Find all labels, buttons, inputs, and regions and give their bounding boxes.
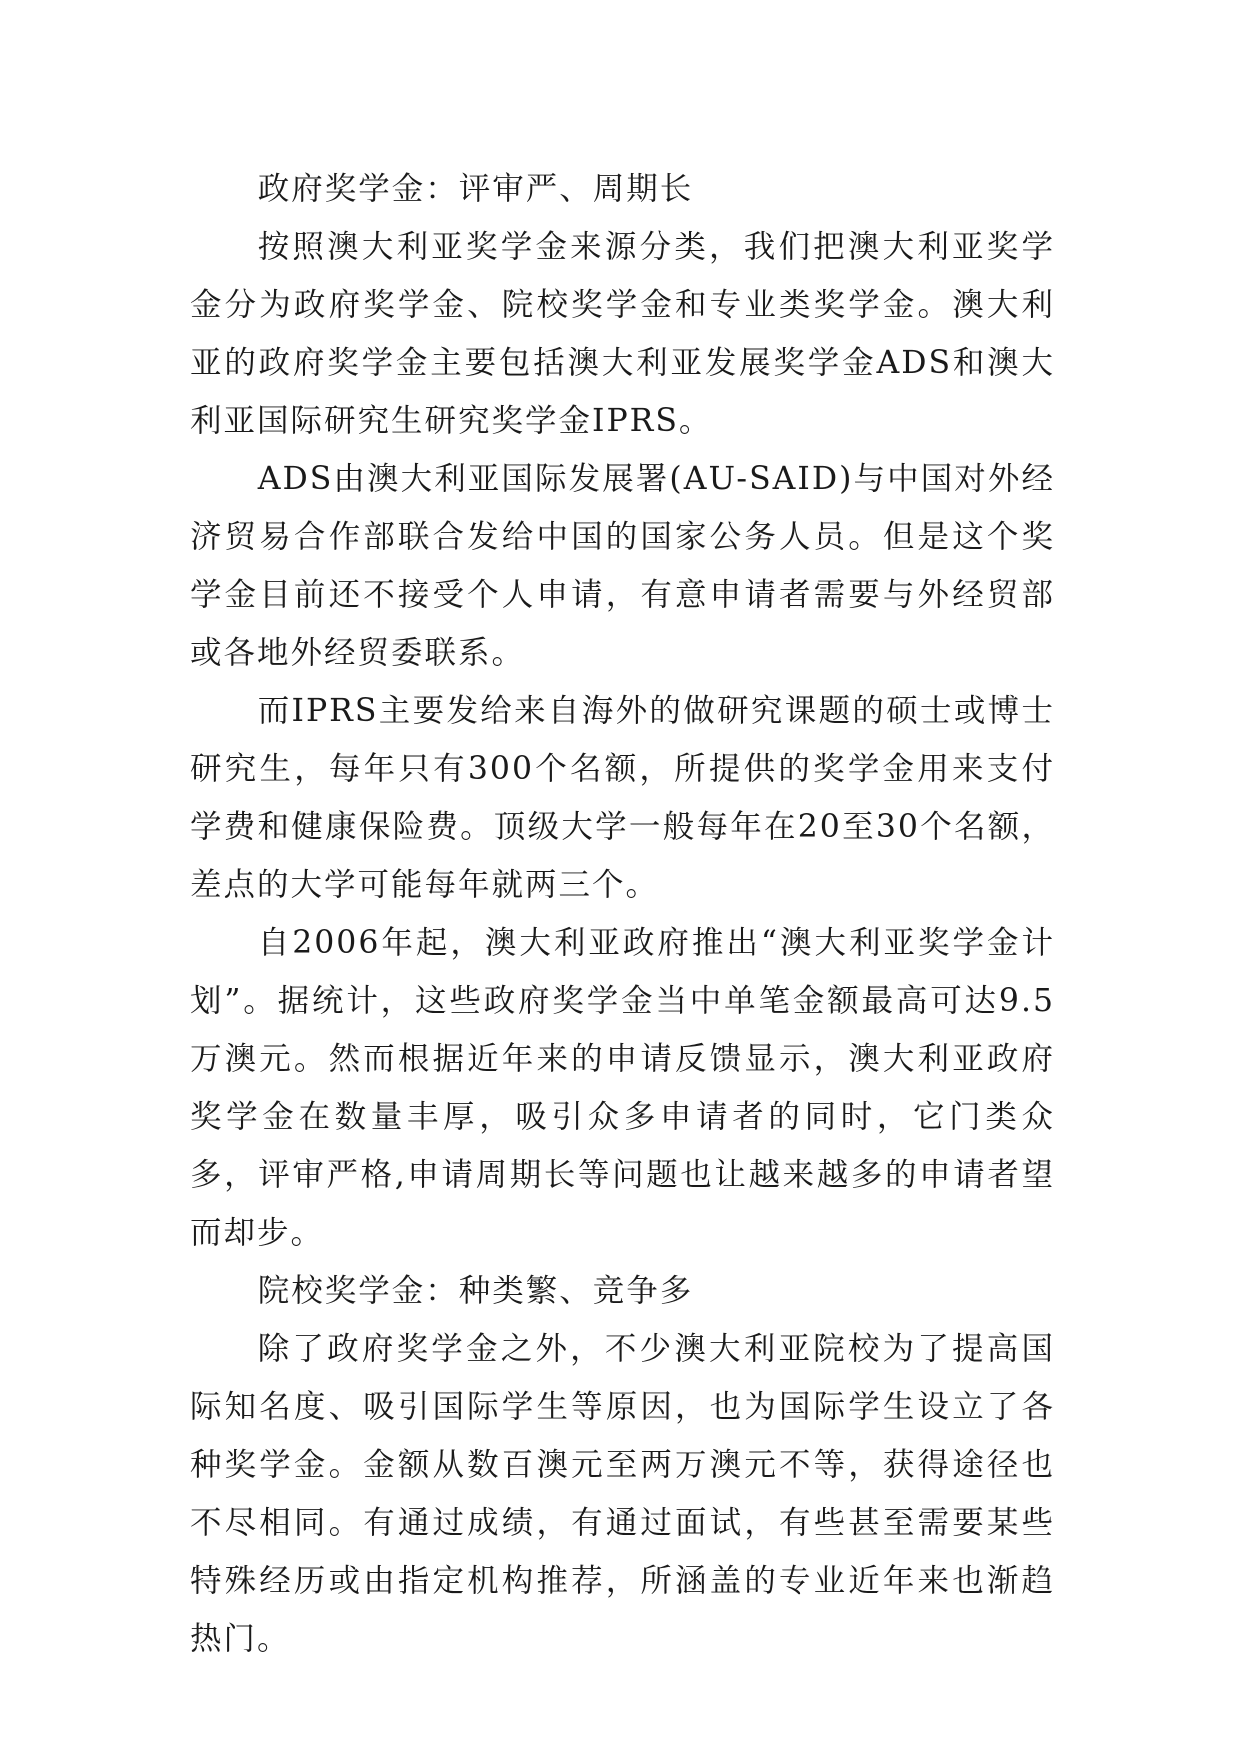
document-body	[190, 160, 1055, 1668]
paragraph-scholarship-categories: 按照澳大利亚奖学金来源分类，我们把澳大利亚奖学金分为政府奖学金、院校奖学金和专业类奖学金。澳大利亚的政府奖学金主要包括澳大利亚发展奖学金ADS和澳大利亚国际研究生研究奖学金IPRS。	[190, 229, 1055, 439]
section-heading-institution-scholarship: 院校奖学金：种类繁、竞争多	[257, 1273, 694, 1309]
paragraph-iprs: 而IPRS主要发给来自海外的做研究课题的硕士或博士研究生，每年只有300个名额，所提供的奖学金用来支付学费和健康保险费。顶级大学一般每年在20至30个名额，差点的大学可能每年就两三个。	[190, 693, 1055, 903]
paragraph-scholarship-plan: 自2006年起，澳大利亚政府推出“澳大利亚奖学金计划”。据统计，这些政府奖学金当中单笔金额最高可达9.5万澳元。然而根据近年来的申请反馈显示，澳大利亚政府奖学金在数量丰厚，吸引众多申请者的同时，它门类众多，评审严格,申请周期长等问题也让越来越多的申请者望而却步。	[190, 925, 1055, 1251]
paragraph-ads: ADS由澳大利亚国际发展署(AU-SAID)与中国对外经济贸易合作部联合发给中国的国家公务人员。但是这个奖学金目前还不接受个人申请，有意申请者需要与外经贸部或各地外经贸委联系。	[190, 461, 1055, 671]
section-heading-government-scholarship: 政府奖学金：评审严、周期长	[257, 171, 694, 207]
paragraph-institution-scholarship: 除了政府奖学金之外，不少澳大利亚院校为了提高国际知名度、吸引国际学生等原因，也为国际学生设立了各种奖学金。金额从数百澳元至两万澳元不等，获得途径也不尽相同。有通过成绩，有通过面试，有些甚至需要某些特殊经历或由指定机构推荐，所涵盖的专业近年来也渐趋热门。	[190, 1331, 1055, 1657]
